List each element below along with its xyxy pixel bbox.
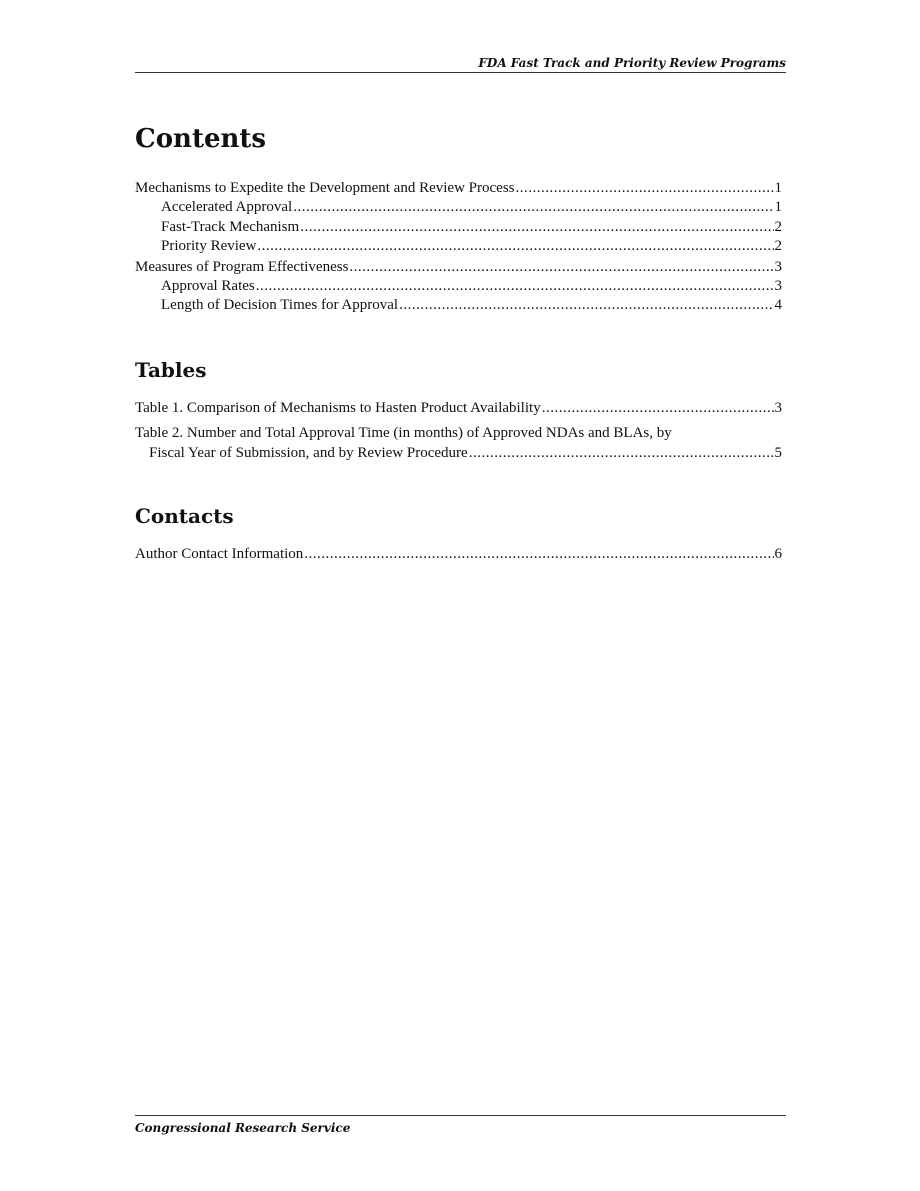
footer-rule	[135, 1115, 786, 1116]
toc-entry-accelerated-approval[interactable]	[135, 198, 782, 218]
toc-entry-mechanisms[interactable]	[135, 178, 782, 198]
toc-entry-label-line-1: Table 2. Number and Total Approval Time (in months) of Approved NDAs and BLAs, by	[135, 425, 672, 441]
toc-page-number: 4	[774, 297, 782, 313]
toc-entry-label-line-2: Fiscal Year of Submission, and by Review Procedure	[149, 445, 468, 461]
toc-entry-label: Measures of Program Effectiveness	[135, 258, 349, 275]
toc-entry-fast-track[interactable]	[135, 218, 782, 238]
dot-leader	[349, 257, 773, 277]
toc-entry-measures[interactable]	[135, 257, 782, 277]
dot-leader	[399, 296, 773, 316]
dot-leader	[542, 398, 774, 418]
toc-entry-table-1[interactable]	[135, 398, 782, 418]
dot-leader	[516, 178, 774, 198]
contacts-heading: Contacts	[135, 504, 234, 528]
contents-list	[135, 178, 782, 316]
toc-entry-label: Accelerated Approval	[161, 199, 293, 215]
toc-entry-label: Length of Decision Times for Approval	[161, 297, 399, 313]
toc-page-number: 1	[774, 199, 782, 215]
toc-entry-label: Priority Review	[161, 238, 257, 254]
contacts-list	[135, 544, 782, 564]
dot-leader	[256, 277, 774, 297]
header-rule	[135, 72, 786, 73]
toc-page-number: 1	[774, 180, 782, 196]
toc-entry-approval-rates[interactable]	[135, 277, 782, 297]
dot-leader	[293, 198, 773, 218]
toc-entry-label: Author Contact Information	[135, 546, 304, 562]
toc-entry-priority-review[interactable]	[135, 237, 782, 257]
dot-leader	[304, 544, 773, 564]
dot-leader	[469, 443, 774, 463]
toc-page-number: 2	[774, 238, 782, 254]
toc-entry-label: Approval Rates	[161, 277, 255, 294]
dot-leader	[300, 218, 773, 238]
toc-entry-label: Table 1. Comparison of Mechanisms to Hasten Product Availability	[135, 400, 541, 416]
toc-entry-continuation	[135, 443, 782, 463]
running-header: FDA Fast Track and Priority Review Programs	[478, 56, 786, 70]
toc-entry-table-2[interactable]	[135, 423, 782, 463]
toc-entry-label: Fast-Track Mechanism	[161, 218, 300, 235]
running-footer: Congressional Research Service	[135, 1121, 351, 1135]
toc-page-number: 2	[774, 218, 782, 235]
toc-page-number: 6	[774, 546, 782, 562]
tables-list	[135, 398, 782, 463]
toc-entry-author-contact[interactable]	[135, 544, 782, 564]
toc-page-number: 3	[774, 258, 782, 275]
toc-page-number: 3	[774, 400, 782, 416]
tables-heading: Tables	[135, 358, 207, 382]
toc-entry-decision-times[interactable]	[135, 296, 782, 316]
toc-page-number: 5	[774, 445, 782, 461]
dot-leader	[257, 237, 773, 257]
toc-page-number: 3	[774, 277, 782, 294]
toc-entry-label: Mechanisms to Expedite the Development and Review Process	[135, 180, 515, 196]
contents-heading: Contents	[135, 124, 267, 154]
